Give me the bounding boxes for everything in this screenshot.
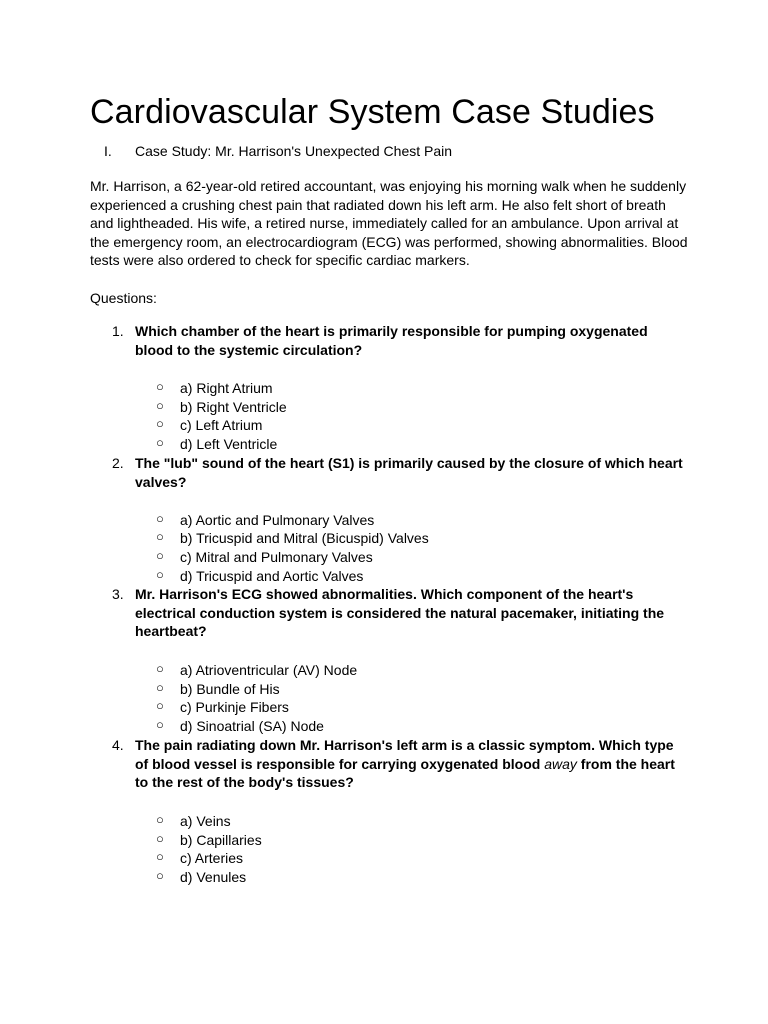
- question-text: [135, 736, 683, 792]
- option-item: b) Capillaries: [180, 832, 262, 848]
- bullet-icon: ○: [156, 529, 164, 544]
- question-number: 3.: [112, 586, 124, 602]
- option-item: d) Venules: [180, 869, 247, 885]
- bullet-icon: ○: [156, 435, 164, 450]
- option-item: a) Veins: [180, 813, 231, 829]
- option-item: a) Aortic and Pulmonary Valves: [180, 512, 375, 528]
- option-item: d) Tricuspid and Aortic Valves: [180, 568, 364, 584]
- case-description: Mr. Harrison, a 62-year-old retired accountant, was enjoying his morning walk when he suddenly experienced a crushing chest pain that radiated down his left arm. He also felt short of breath and lightheaded. His wife, a retired nurse, immediately called for an ambulance. Upon arrival at the emergency room, an electrocardiogram (ECG) was performed, showing abnormalities. Blood tests were also ordered to check for specific cardiac markers.: [90, 178, 688, 269]
- bullet-icon: ○: [156, 812, 164, 827]
- bullet-icon: ○: [156, 717, 164, 732]
- bullet-icon: ○: [156, 849, 164, 864]
- option-item: b) Bundle of His: [180, 681, 280, 697]
- option-item: a) Atrioventricular (AV) Node: [180, 662, 358, 678]
- option-item: c) Mitral and Pulmonary Valves: [180, 549, 373, 565]
- bullet-icon: ○: [156, 680, 164, 695]
- bullet-icon: ○: [156, 567, 164, 582]
- option-item: a) Right Atrium: [180, 380, 273, 396]
- bullet-icon: ○: [156, 398, 164, 413]
- question-text-part: from the heart to the rest of the body's tissues?: [135, 755, 675, 791]
- question-number: 2.: [112, 455, 124, 471]
- question-text-part: The pain radiating down Mr. Harrison's left arm is a classic symptom. Which type of blood vessel is responsible for carrying oxygenated blood: [135, 737, 674, 772]
- option-item: d) Left Ventricle: [180, 436, 278, 452]
- question-text: Which chamber of the heart is primarily responsible for pumping oxygenated blood to the systemic circulation?: [135, 323, 648, 358]
- bullet-icon: ○: [156, 698, 164, 713]
- question-number: 4.: [112, 737, 124, 753]
- bullet-icon: ○: [156, 379, 164, 394]
- question-text-emphasis: away: [544, 755, 577, 772]
- option-item: c) Arteries: [180, 850, 244, 866]
- section-title: Case Study: Mr. Harrison's Unexpected Chest Pain: [135, 143, 453, 159]
- option-item: c) Left Atrium: [180, 417, 263, 433]
- bullet-icon: ○: [156, 548, 164, 563]
- questions-label: Questions:: [90, 290, 157, 306]
- option-item: c) Purkinje Fibers: [180, 699, 289, 715]
- option-item: b) Right Ventricle: [180, 399, 287, 415]
- question-text: The "lub" sound of the heart (S1) is primarily caused by the closure of which heart valves?: [135, 455, 683, 490]
- question-text: Mr. Harrison's ECG showed abnormalities. Which component of the heart's electrical conduction system is considered the natural pacemaker, initiating the heartbeat?: [135, 586, 665, 640]
- document-title: Cardiovascular System Case Studies: [90, 93, 655, 131]
- section-heading: [0, 141, 768, 161]
- question-number: 1.: [112, 323, 124, 339]
- option-item: d) Sinoatrial (SA) Node: [180, 718, 324, 734]
- option-item: b) Tricuspid and Mitral (Bicuspid) Valves: [180, 530, 429, 546]
- bullet-icon: ○: [156, 661, 164, 676]
- section-number: I.: [104, 143, 112, 159]
- bullet-icon: ○: [156, 868, 164, 883]
- bullet-icon: ○: [156, 416, 164, 431]
- bullet-icon: ○: [156, 511, 164, 526]
- bullet-icon: ○: [156, 831, 164, 846]
